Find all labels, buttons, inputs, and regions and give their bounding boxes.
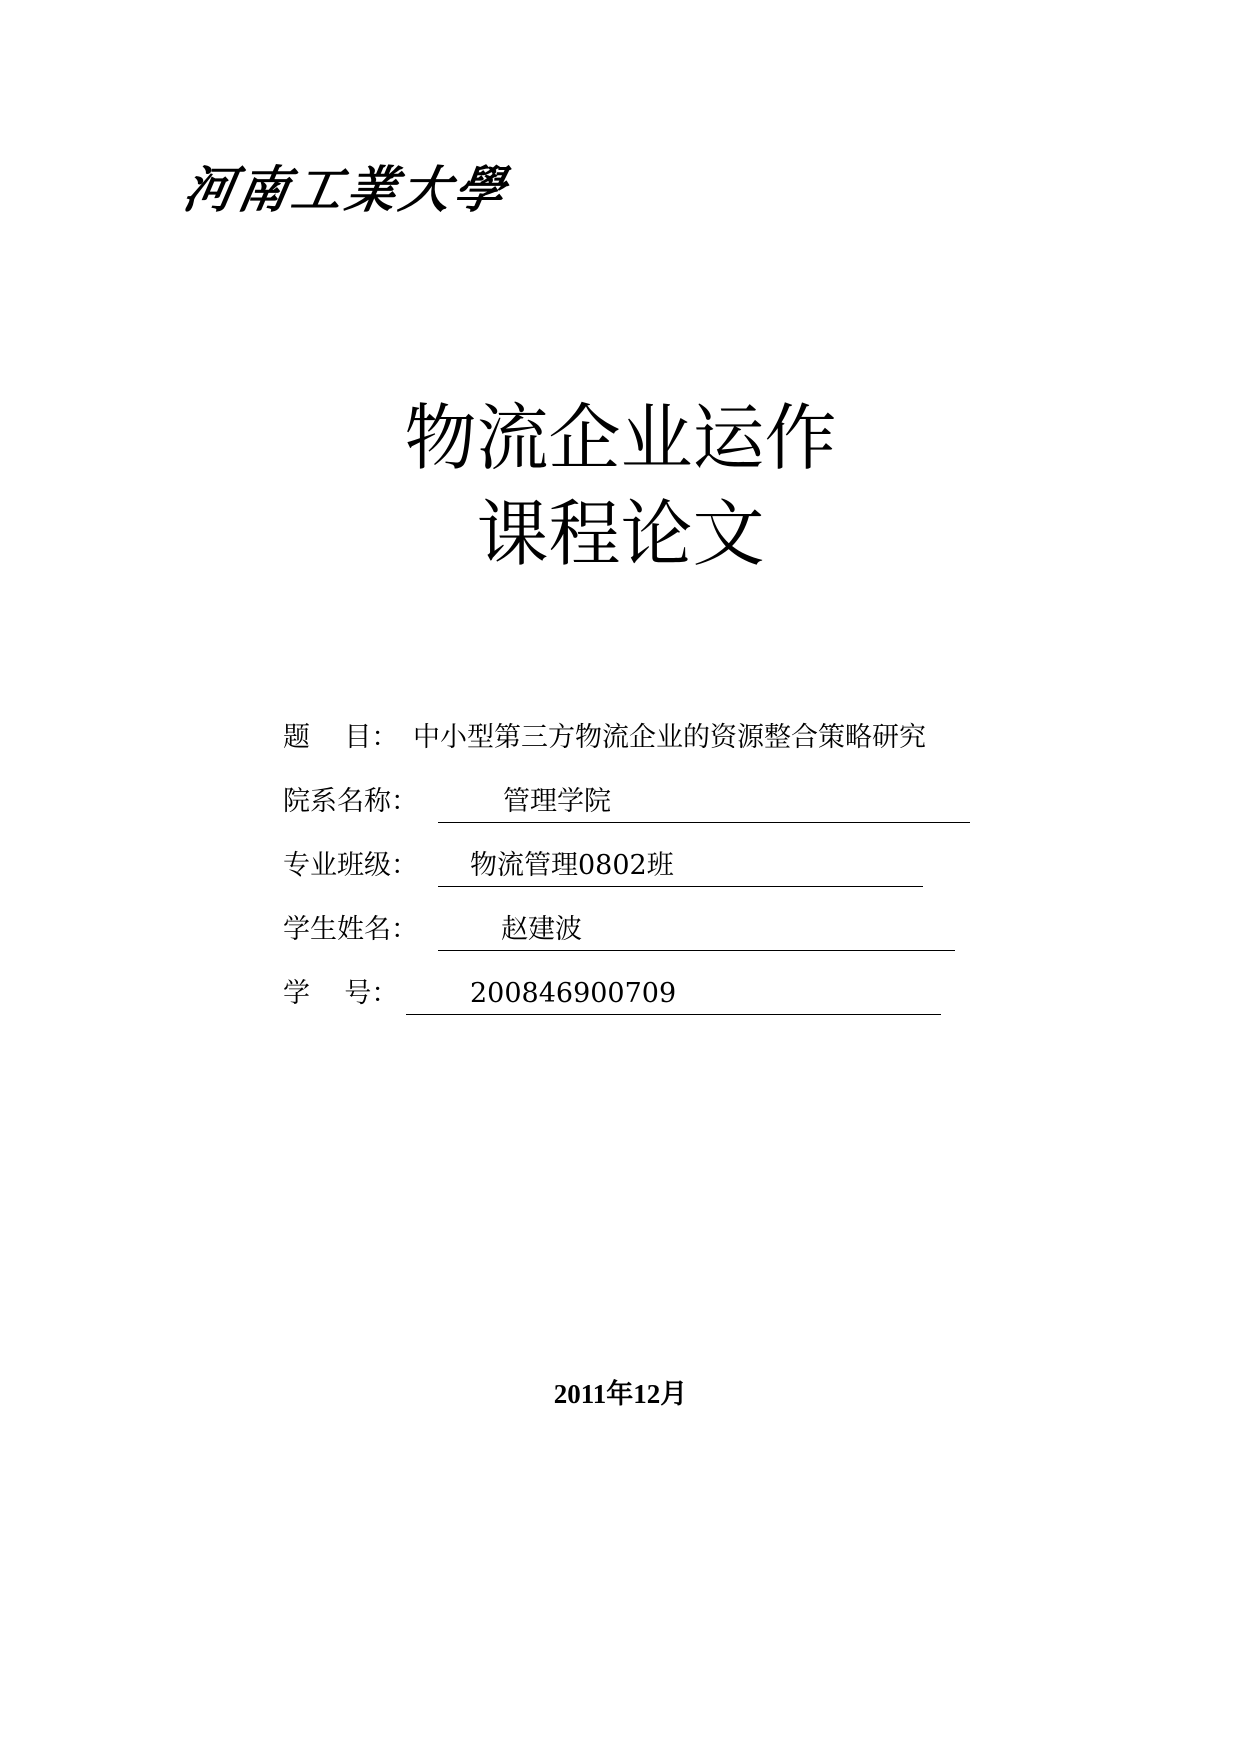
topic-value-text: 中小型第三方物流企业的资源整合策略研究 — [413, 722, 926, 753]
department-label: 院系名称： — [283, 786, 418, 817]
department-value-text: 管理学院 — [503, 786, 611, 817]
topic-value — [413, 718, 926, 758]
paper-title — [0, 390, 1241, 582]
university-logo: 河南工業大學 — [179, 160, 514, 219]
date: 2011年12月 — [553, 1379, 688, 1409]
student-id-value — [406, 974, 941, 1015]
student-id-value-text: 200846900709 — [470, 978, 677, 1009]
student-value — [438, 910, 955, 951]
topic-label: 题 目： — [283, 722, 399, 753]
paper-title-line2: 课程论文 — [476, 492, 765, 576]
major-value — [438, 846, 923, 887]
student-value-text: 赵建波 — [501, 914, 582, 945]
student-id-label: 学 号： — [283, 978, 399, 1009]
paper-title-line1: 物流企业运作 — [404, 396, 837, 480]
department-value — [438, 782, 970, 823]
major-value-text: 物流管理0802班 — [470, 850, 674, 881]
major-label: 专业班级： — [283, 850, 418, 881]
student-label: 学生姓名： — [283, 914, 418, 945]
